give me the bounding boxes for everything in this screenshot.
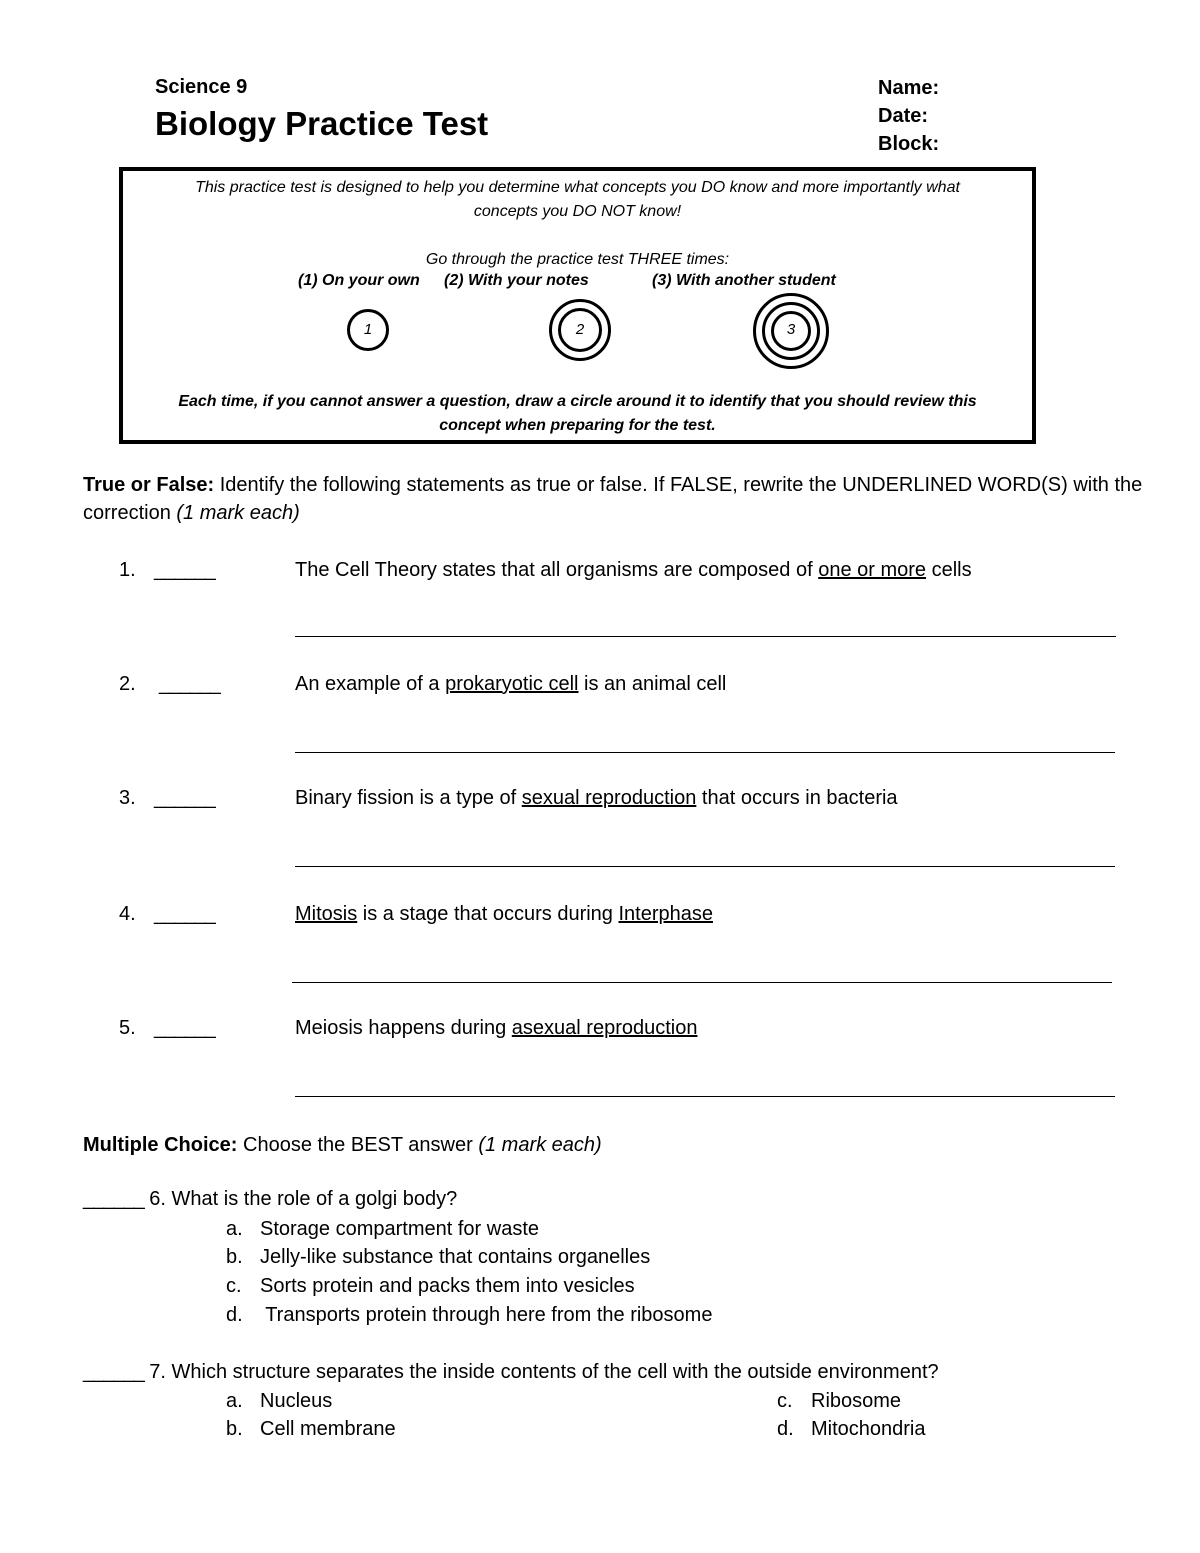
tf-answer-blank[interactable]: ______ [159, 673, 220, 695]
circle-two-number: 2 [575, 321, 585, 338]
true-false-heading [83, 471, 1143, 527]
mc-heading-marks: (1 mark each) [478, 1134, 602, 1156]
intro-line-2: concepts you DO NOT know! [473, 203, 682, 220]
mc-heading-text: Choose the BEST answer [237, 1134, 479, 1156]
course-label: Science 9 [155, 76, 248, 98]
mc-question-text: 7. Which structure separates the inside contents of the cell with the outside environment? [143, 1361, 939, 1383]
intro-line-1: This practice test is designed to help you determine what concepts you DO know and more importantly what [195, 179, 960, 196]
tf-question-text: The Cell Theory states that all organisms are composed of one or more cells [295, 559, 972, 581]
go-through-text: Go through the practice test THREE times: [425, 251, 730, 268]
mc-option[interactable]: a. Nucleus [226, 1390, 333, 1412]
tf-answer-blank[interactable]: ______ [154, 559, 215, 581]
circle-three-number: 3 [786, 321, 796, 338]
page-title: Biology Practice Test [155, 105, 489, 142]
mc-option[interactable]: d. Transports protein through here from the ribosome [226, 1304, 713, 1326]
mc-heading-bold: Multiple Choice: [83, 1134, 238, 1156]
tf-question-text: An example of a prokaryotic cell is an animal cell [295, 673, 727, 695]
tf-question-number: 3. [119, 787, 136, 809]
mc-option[interactable]: b. Jelly-like substance that contains organelles [226, 1246, 651, 1268]
mc-question-text: 6. What is the role of a golgi body? [143, 1188, 458, 1210]
each-time-line-1: Each time, if you cannot answer a question, draw a circle around it to identify that you should review this [178, 393, 977, 410]
mc-answer-blank[interactable]: ______ [83, 1361, 144, 1383]
mc-option[interactable]: c. Sorts protein and packs them into vesicles [226, 1275, 635, 1297]
tf-answer-blank[interactable]: ______ [154, 787, 215, 809]
tf-question-number: 1. [119, 559, 136, 581]
each-time-line-2: concept when preparing for the test. [439, 417, 716, 434]
correction-line[interactable] [292, 982, 1112, 983]
name-label: Name: [878, 77, 940, 99]
circle-one-number: 1 [363, 321, 373, 338]
tf-answer-blank[interactable]: ______ [154, 903, 215, 925]
true-false-heading-bold: True or False: [83, 474, 215, 496]
tf-question-number: 4. [119, 903, 136, 925]
tf-answer-blank[interactable]: ______ [154, 1017, 215, 1039]
mc-option[interactable]: c. Ribosome [777, 1390, 902, 1412]
option-notes: (2) With your notes [444, 272, 589, 289]
instructions-box [119, 167, 1036, 444]
option-own: (1) On your own [298, 272, 420, 289]
mc-option[interactable]: d. Mitochondria [777, 1418, 926, 1440]
tf-question-number: 2. [119, 673, 136, 695]
tf-question-text: Meiosis happens during asexual reproduction [295, 1017, 698, 1039]
multiple-choice-heading [83, 1131, 1143, 1159]
date-label: Date: [878, 105, 929, 127]
tf-question-text: Binary fission is a type of sexual reproduction that occurs in bacteria [295, 787, 898, 809]
mc-question-6 [83, 1188, 457, 1211]
tf-question-text: Mitosis is a stage that occurs during Interphase [295, 903, 713, 925]
mc-option[interactable]: b. Cell membrane [226, 1418, 396, 1440]
correction-line[interactable] [295, 636, 1116, 637]
block-label: Block: [878, 133, 940, 155]
correction-line[interactable] [295, 866, 1115, 867]
correction-line[interactable] [295, 1096, 1115, 1097]
mc-question-7 [83, 1361, 939, 1384]
mc-option[interactable]: a. Storage compartment for waste [226, 1218, 540, 1240]
tf-question-number: 5. [119, 1017, 136, 1039]
option-student: (3) With another student [652, 272, 836, 289]
true-false-heading-marks: (1 mark each) [176, 502, 300, 524]
true-false-heading-text: Identify the following statements as true or false. If FALSE, rewrite the UNDERLINED WORD(S) with the correction [83, 474, 1143, 524]
mc-answer-blank[interactable]: ______ [83, 1188, 144, 1210]
correction-line[interactable] [295, 752, 1115, 753]
